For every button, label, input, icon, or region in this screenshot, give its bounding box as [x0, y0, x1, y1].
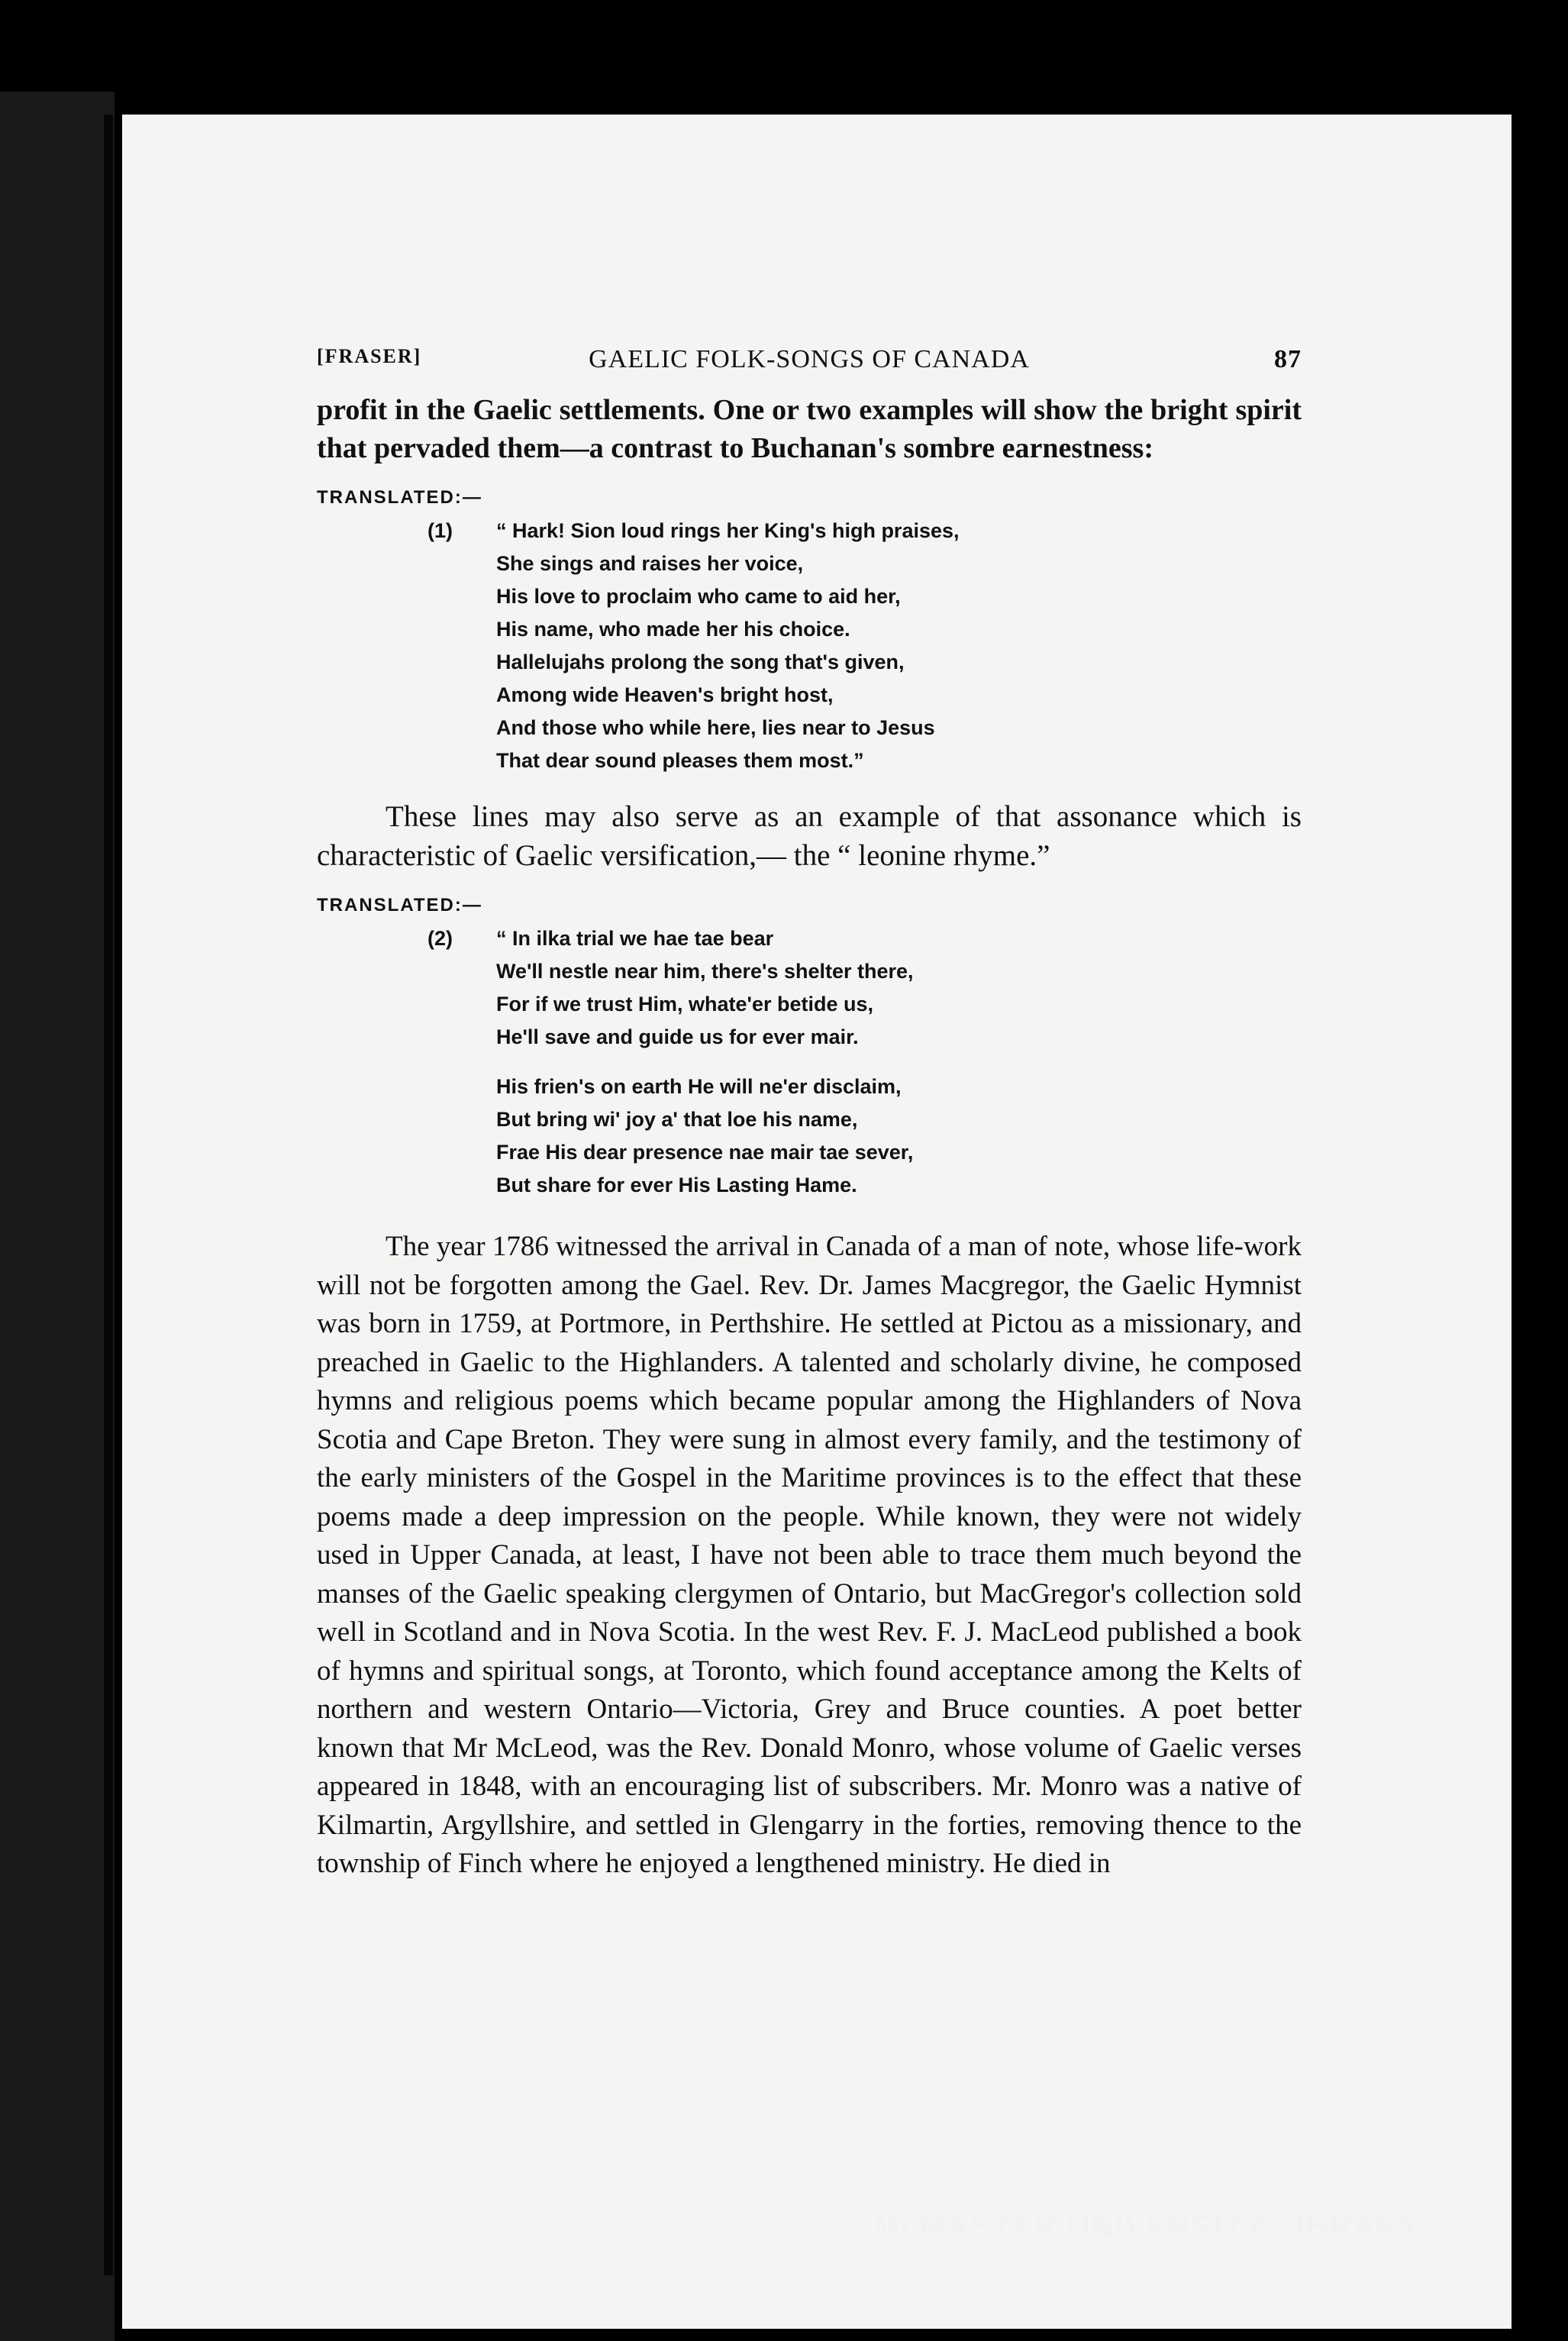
translated-label-2: TRANSLATED:— — [317, 895, 482, 915]
hymn-2-line: But bring wi' joy a' that loe his name, — [496, 1108, 858, 1131]
hymn-2-line: His frien's on earth He will ne'er disclaim, — [496, 1075, 902, 1098]
hymn-2-line: We'll nestle near him, there's shelter there, — [496, 960, 914, 983]
hymn-2-line: But share for ever His Lasting Hame. — [496, 1174, 857, 1196]
page-number: 87 — [1274, 345, 1302, 373]
scan-left-edge — [0, 92, 115, 2341]
library-stamp: McMASTER UNIVERSITY LIBRARY — [874, 2210, 1421, 2244]
hymn-1-line: Among wide Heaven's bright host, — [496, 683, 834, 706]
hymn-1-line: Hallelujahs prolong the song that's given, — [496, 651, 905, 673]
translated-label-1: TRANSLATED:— — [317, 487, 482, 508]
running-head-author: [FRASER] — [317, 345, 422, 367]
hymn-2-line: Frae His dear presence nae mair tae sever, — [496, 1141, 914, 1164]
book-page — [122, 115, 1512, 2329]
running-head-title: GAELIC FOLK-SONGS OF CANADA — [589, 345, 1030, 373]
hymn-1-line: His name, who made her his choice. — [496, 618, 850, 641]
page-content — [317, 115, 1302, 1884]
main-paragraph: The year 1786 witnessed the arrival in Canada of a man of note, whose life-work will not be forgotten among the Gael. Rev. Dr. James Macgregor, the Gaelic Hymnist was born in 1759, at Portmore, in Perthshire. He settled at Pictou as a missionary, and preached in Gaelic to the Highlanders. A talented and scholarly divine, he composed hymns and religious poems which became popular among the Highlanders of Nova Scotia and Cape Breton. They were sung in almost every family, and the testimony of the early ministers of the Gospel in the Maritime provinces is to the effect that these poems made a deep impression on the people. While known, they were not widely used in Upper Canada, at least, I have not been able to trace them much beyond the manses of the Gaelic speaking clergymen of Ontario, but MacGregor's collection sold well in Scotland and in Nova Scotia. In the west Rev. F. J. MacLeod published a book of hymns and spiritual songs, at Toronto, which found acceptance among the Kelts of northern and western Ontario—Victoria, Grey and Bruce counties. A poet better known that Mr McLeod, was the Rev. Donald Monro, whose volume of Gaelic verses appeared in 1848, with an encouraging list of subscribers. Mr. Monro was a native of Kilmartin, Argyllshire, and settled in Glengarry in the forties, removing thence to the township of Finch where he enjoyed a lengthened ministry. He died in — [317, 1231, 1302, 1879]
hymn-2 — [317, 922, 1302, 1202]
hymn-1 — [317, 515, 1302, 777]
hymn-2-number: (2) — [427, 927, 453, 950]
hymn-2-line: For if we trust Him, whate'er betide us, — [496, 993, 874, 1016]
stanza-gap — [496, 1054, 1302, 1070]
running-head — [317, 345, 1302, 391]
hymn-1-line: And those who while here, lies near to Jesus — [496, 716, 935, 739]
hymn-1-line: “ Hark! Sion loud rings her King's high praises, — [496, 519, 960, 542]
hymn-2-line: He'll save and guide us for ever mair. — [496, 1025, 859, 1048]
assonance-paragraph: These lines may also serve as an example of that assonance which is characteristic of Gaelic versification,— the “ leonine rhyme.” — [317, 800, 1302, 872]
hymn-2-line: “ In ilka trial we hae tae bear — [496, 927, 774, 950]
hymn-1-line: That dear sound pleases them most.” — [496, 749, 864, 772]
hymn-1-number: (1) — [427, 519, 453, 542]
binding-rule — [104, 115, 113, 2275]
hymn-1-line: She sings and raises her voice, — [496, 552, 804, 575]
intro-paragraph: profit in the Gaelic settlements. One or two examples will show the bright spirit that pervaded them—a contrast to Buchanan's sombre earnestness: — [317, 394, 1302, 464]
hymn-1-line: His love to proclaim who came to aid her, — [496, 585, 901, 608]
